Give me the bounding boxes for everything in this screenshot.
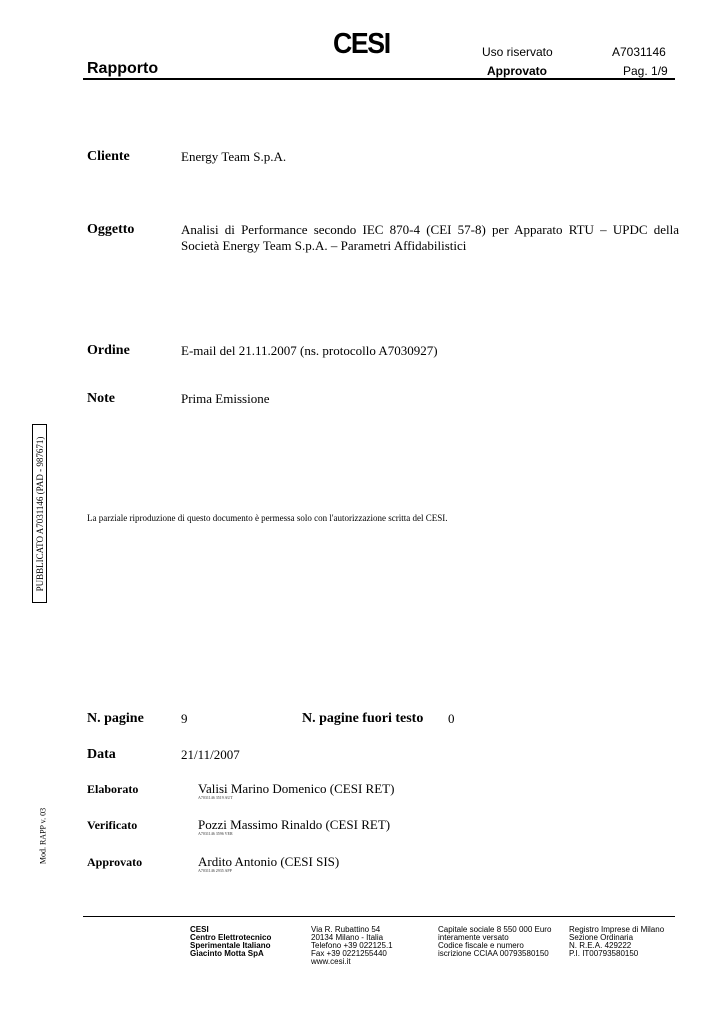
footer-line: Sezione Ordinaria xyxy=(569,933,634,942)
footer-line: interamente versato xyxy=(438,933,509,942)
footer-line: Capitale sociale 8 550 000 Euro xyxy=(438,925,552,934)
publication-stamp xyxy=(32,424,47,603)
note-value: Prima Emissione xyxy=(181,391,270,406)
footer-capital xyxy=(438,926,551,958)
page-number: Pag. 1/9 xyxy=(623,64,668,78)
verificato-name: Pozzi Massimo Rinaldo (CESI RET) xyxy=(198,817,391,832)
footer-line: Centro Elettrotecnico xyxy=(190,933,272,942)
extra-pages-label: N. pagine fuori testo xyxy=(302,711,424,726)
footer-divider xyxy=(83,916,675,917)
footer-line: N. R.E.A. 429222 xyxy=(569,941,632,950)
footer-line: Giacinto Motta SpA xyxy=(190,949,264,958)
footer-line: 20134 Milano - Italia xyxy=(311,933,384,942)
approvato-ref: A7031146 2935 APP xyxy=(198,868,232,873)
cesi-logo: CESI xyxy=(333,28,390,60)
approvato-name: Ardito Antonio (CESI SIS) xyxy=(198,854,340,869)
footer-line: Sperimentale Italiano xyxy=(190,941,271,950)
footer-line: iscrizione CCIAA 00793580150 xyxy=(438,949,549,958)
verificato-ref: A7031146 3596 VER xyxy=(198,831,233,836)
approvato-label: Approvato xyxy=(87,855,143,869)
footer-line: Fax +39 0221255440 xyxy=(311,949,387,958)
note-label: Note xyxy=(87,391,115,406)
cliente-label: Cliente xyxy=(87,149,130,164)
document-type: Rapporto xyxy=(87,60,159,77)
footer-registry xyxy=(569,926,664,958)
elaborato-ref: A7031146 3519 AUT xyxy=(198,795,233,800)
footer-line: Registro Imprese di Milano xyxy=(569,925,665,934)
footer-line: Via R. Rubattino 54 xyxy=(311,925,381,934)
document-status: Approvato xyxy=(487,64,547,78)
footer-website-link[interactable]: www.cesi.it xyxy=(311,957,351,966)
header-divider xyxy=(83,78,675,80)
form-version-text: Mod. RAPP v. 03 xyxy=(38,807,48,865)
document-code: A7031146 xyxy=(612,45,666,59)
oggetto-value: Analisi di Performance secondo IEC 870-4 (CEI 57-8) per Apparato RTU – UPDC della Società Energy Team S.p.A. – Parametri Affidabilistici xyxy=(181,222,679,253)
pages-value: 9 xyxy=(181,711,188,726)
access-level: Uso riservato xyxy=(482,45,553,59)
publication-stamp-text: PUBBLICATO A7031146 (PAD - 987671) xyxy=(34,436,45,591)
ordine-value: E-mail del 21.11.2007 (ns. protocollo A7030927) xyxy=(181,343,438,358)
date-label: Data xyxy=(87,747,116,762)
ordine-label: Ordine xyxy=(87,343,130,358)
footer-address xyxy=(311,926,393,966)
date-value: 21/11/2007 xyxy=(181,747,240,762)
footer-line: Telefono +39 022125.1 xyxy=(311,941,393,950)
footer-line: CESI xyxy=(190,925,209,934)
extra-pages-value: 0 xyxy=(448,711,455,726)
pages-label: N. pagine xyxy=(87,711,144,726)
footer-line: P.I. IT00793580150 xyxy=(569,949,639,958)
footer-line: Codice fiscale e numero xyxy=(438,941,524,950)
verificato-label: Verificato xyxy=(87,818,138,832)
elaborato-name: Valisi Marino Domenico (CESI RET) xyxy=(198,781,395,796)
cliente-value: Energy Team S.p.A. xyxy=(181,149,287,164)
elaborato-label: Elaborato xyxy=(87,782,139,796)
footer-company xyxy=(190,926,271,958)
reproduction-disclaimer: La parziale riproduzione di questo documento è permessa solo con l'autorizzazione scritta del CESI. xyxy=(87,513,448,523)
oggetto-label: Oggetto xyxy=(87,222,135,237)
